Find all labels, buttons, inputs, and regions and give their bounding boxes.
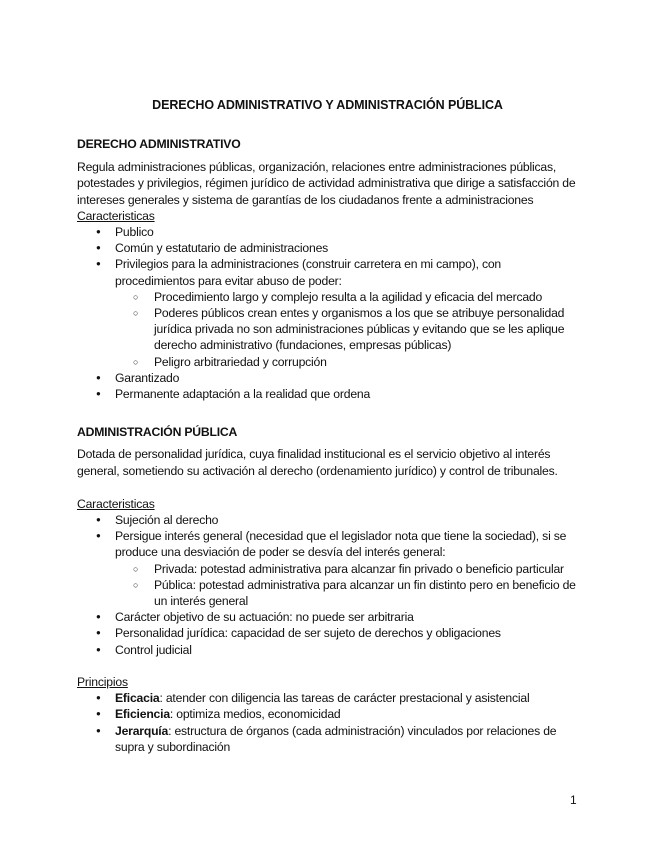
principle-item: ● Eficacia: atender con diligencia las tareas de carácter prestacional y asistencial [77, 690, 577, 706]
list-item: ● Privilegios para la administraciones (construir carretera en mi campo), con procedimientos para evitar abuso de poder: ○ Procedimiento largo y complejo resulta a la agilidad y eficacia del mercado ○ Poderes públicos crean entes y organismos a los que se atribuye personalidad jurídica privada no son administraciones públicas y evitando que se les aplique derecho administrativo (fundaciones, empresas públicas) ○ Peligro arbitrariedad y corrupción [77, 256, 577, 369]
list-item: ● Personalidad jurídica: capacidad de ser sujeto de derechos y obligaciones [77, 625, 577, 641]
sub-list-item: ○ Pública: potestad administrativa para alcanzar un fin distinto pero en beneficio de un interés general [115, 577, 577, 609]
sub-list-item: ○ Procedimiento largo y complejo resulta a la agilidad y eficacia del mercado [115, 289, 577, 305]
principle-item: ● Jerarquía: estructura de órganos (cada administración) vinculados por relaciones de supra y subordinación [77, 723, 577, 755]
sub-list-item: ○ Poderes públicos crean entes y organismos a los que se atribuye personalidad jurídica privada no son administraciones públicas y evitando que se les aplique derecho administrativo (fundaciones, empresas públicas) [115, 305, 577, 354]
sub-list-item: ○ Privada: potestad administrativa para alcanzar fin privado o beneficio particular [115, 561, 577, 577]
list-item: ● Control judicial [77, 642, 577, 658]
document-body [77, 136, 577, 755]
list-item: ● Publico [77, 224, 577, 240]
page-number: 1 [570, 793, 577, 807]
list-item: ● Permanente adaptación a la realidad que ordena [77, 386, 577, 402]
list-item: ● Garantizado [77, 370, 577, 386]
section-heading-derecho-administrativo: DERECHO ADMINISTRATIVO [77, 137, 241, 151]
principles-list [77, 690, 577, 755]
list-item: ● Común y estatutario de administraciones [77, 240, 577, 256]
characteristics-label: Caracteristicas [77, 496, 155, 511]
sub-list-item: ○ Peligro arbitrariedad y corrupción [115, 354, 577, 370]
characteristics-list [77, 224, 577, 402]
sub-list [115, 289, 577, 370]
principles-label: Principios [77, 674, 128, 689]
list-item: ● Persigue interés general (necesidad que el legislador nota que tiene la sociedad), si se produce una desviación de poder se desvía del interés general: ○ Privada: potestad administrativa para alcanzar fin privado o beneficio particular ○ Pública: potestad administrativa para alcanzar un fin distinto pero en beneficio de un interés general [77, 528, 577, 609]
characteristics-label: Caracteristicas [77, 208, 155, 223]
section-paragraph: Dotada de personalidad jurídica, cuya finalidad institucional es el servicio objetivo al interés general, sometiendo su activación al derecho (ordenamiento jurídico) y control de tribunales. [77, 447, 558, 478]
document-title: DERECHO ADMINISTRATIVO Y ADMINISTRACIÓN PÚBLICA [152, 98, 503, 112]
sub-list [115, 561, 577, 610]
section-paragraph: Regula administraciones públicas, organización, relaciones entre administraciones públicas, potestades y privilegios, régimen jurídico de actividad administrativa que dirige a satisfacción de intereses generales y sistema de garantías de los ciudadanos frente a administraciones [77, 160, 576, 207]
principle-item: ● Eficiencia: optimiza medios, economicidad [77, 706, 577, 722]
characteristics-list [77, 512, 577, 658]
list-item: ● Carácter objetivo de su actuación: no puede ser arbitraria [77, 609, 577, 625]
list-item: ● Sujeción al derecho [77, 512, 577, 528]
section-heading-administracion-publica: ADMINISTRACIÓN PÚBLICA [77, 425, 238, 440]
